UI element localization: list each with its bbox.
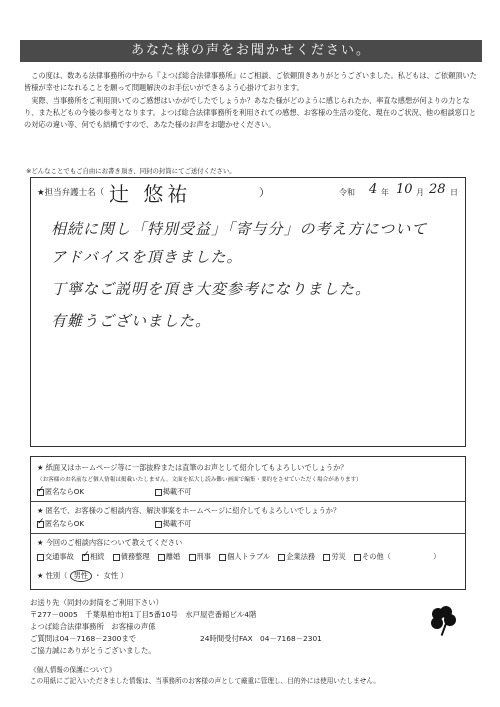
footer-office: よつば総合法律事務所 お客様の声係 xyxy=(30,622,156,631)
category-label: 離婚 xyxy=(165,552,181,561)
q1-anonymous-label: 匿名ならOK xyxy=(45,487,85,496)
q2-text: ★ 匿名で、お客様のご相談内容、解決事案をホームページに紹介してもよろしいでしょうか？ xyxy=(37,506,341,515)
lawyer-name: 辻 悠祐 xyxy=(109,182,192,206)
gender-female-option[interactable]: 女性 xyxy=(103,571,119,580)
gender-male-option[interactable]: 男性 xyxy=(70,570,92,582)
comment-line-2: アドバイスを頂きました。 xyxy=(51,248,243,266)
comment-line-3: 丁寧なご説明を頂き大変参考になりました。 xyxy=(51,280,372,298)
q2-decline-checkbox[interactable] xyxy=(155,521,162,528)
free-form-note: ※どんなことでもご自由にお書き頂き、同封の封筒にてご送付ください。 xyxy=(26,167,236,175)
comment-line-4: 有難うございました。 xyxy=(51,312,212,330)
category-options xyxy=(37,552,440,562)
category-label: 企業法務 xyxy=(286,552,316,561)
lawyer-label: ★担当弁護士名（ xyxy=(37,188,105,198)
category-checkbox[interactable] xyxy=(219,554,226,561)
day-unit: 日 xyxy=(450,188,458,197)
category-checkbox[interactable] xyxy=(354,554,361,561)
intro-text xyxy=(24,70,482,131)
intro-paragraph-1: この度は、数ある法律事務所の中から『よつば総合法律事務所』にご相談、ご依頼頂きありがとうございました。私どもは、ご依頼頂いた皆様が幸せになれることを願って問題解決のお手伝いができるよう心掛けております。 xyxy=(24,71,477,93)
category-checkbox[interactable] xyxy=(278,554,285,561)
gender-label: ★ 性別（ xyxy=(37,571,68,580)
gender-separator: ・ xyxy=(94,571,102,580)
footer-phone: ご質問は04－7168－2300まで xyxy=(30,634,137,643)
privacy-text: この用紙にご記入いただきました情報は、当事務所のお客様の声として厳重に管理し、目的外には使用いたしません。 xyxy=(30,677,380,685)
q2-options xyxy=(37,519,197,529)
year-unit: 年 xyxy=(381,188,389,197)
gender-row xyxy=(37,570,128,582)
footer-thanks: ご協力誠にありがとうございました。 xyxy=(30,646,156,655)
footer-fax: 24時間受付FAX 04－7168－2301 xyxy=(200,634,322,643)
month-value: 10 xyxy=(396,182,413,197)
clover-icon xyxy=(424,600,464,640)
q1-decline-label: 掲載不可 xyxy=(162,487,192,496)
category-checkbox[interactable] xyxy=(158,554,165,561)
divider xyxy=(31,533,465,534)
divider xyxy=(31,501,465,502)
category-checkbox[interactable] xyxy=(323,554,330,561)
category-label: 債務整理 xyxy=(120,552,150,561)
category-label: その他（ xyxy=(362,552,391,561)
q2-anonymous-checkbox[interactable] xyxy=(37,521,44,528)
paren-close: ） xyxy=(259,186,270,199)
q3-text: ★ 今回のご相談内容について教えてください xyxy=(37,538,183,547)
q1-decline-checkbox[interactable] xyxy=(155,489,162,496)
category-label: 刑事 xyxy=(196,552,211,561)
survey-box xyxy=(30,456,466,590)
page-banner: あなた様の声をお聞かせください。 xyxy=(20,40,482,62)
category-checkbox[interactable] xyxy=(37,554,44,561)
q2-anonymous-label: 匿名ならOK xyxy=(45,519,85,528)
category-checkbox[interactable] xyxy=(82,554,89,561)
q2-decline-label: 掲載不可 xyxy=(162,519,192,528)
era-label: 令和 xyxy=(339,188,355,197)
comment-box xyxy=(30,177,466,447)
comment-line-1: 相続に関し「特別受益」「寄与分」の考え方について xyxy=(51,220,428,238)
gender-close: ） xyxy=(120,571,128,580)
category-close: ） xyxy=(433,552,441,561)
category-checkbox[interactable] xyxy=(189,554,196,561)
year-value: 4 xyxy=(369,182,378,197)
category-label: 労災 xyxy=(331,552,346,561)
q1-text: ★ 紙面又はホームページ等に一部抜粋または直筆のお声として紹介してもよろしいでしょうか？ xyxy=(37,463,348,472)
category-label: 相続 xyxy=(90,552,105,561)
privacy-title: 《個人情報の保護について》 xyxy=(30,666,116,674)
category-label: 交通事故 xyxy=(45,552,74,561)
q1-anonymous-checkbox[interactable] xyxy=(37,489,44,496)
q1-note: （お客様のお名前など個人情報は掲載いたしません。文面を拡大し読み難い画面で編集・要約をさせていただく場合があります） xyxy=(37,477,362,483)
category-label: 個人トラブル xyxy=(227,552,271,561)
q1-options xyxy=(37,487,197,497)
month-unit: 月 xyxy=(416,188,424,197)
intro-paragraph-2: 実際、当事務所をご利用頂いてのご感想はいかがでしたでしょうか？あなた様がどのように感じられたか、率直な感想が何よりの力となり、また私どもの今後の参考となります。よつば総合法律事務所を利用されての感想、お客様の生活の変化、現在のご状況、他の相談窓口との対応の違い等、何でも結構ですので、あなた様のお声をお聴かせください。 xyxy=(24,95,477,130)
footer-line-1: お送り先（同封の封筒をご利用下さい） xyxy=(30,598,164,607)
category-checkbox[interactable] xyxy=(113,554,120,561)
footer-address: 〒277－0005 千葉県柏市柏1丁目5番10号 水戸屋壱番館ビル4階 xyxy=(30,610,257,619)
day-value: 28 xyxy=(429,182,446,197)
